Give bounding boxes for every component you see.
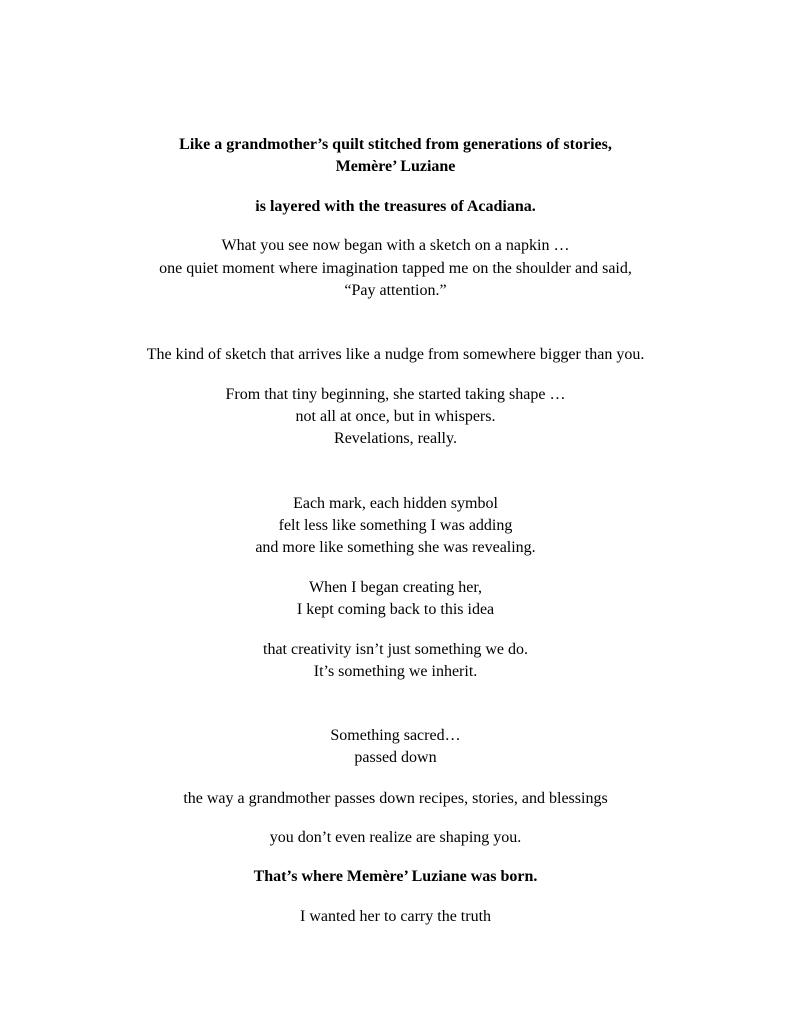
text-line: and more like something she was revealing. [255, 539, 536, 556]
emphasis-line: That’s where Memère’ Luziane was born. [253, 868, 538, 885]
text-line: one quiet moment where imagination tapped me on the shoulder and said, [159, 260, 632, 277]
title-line-2: Memère’ Luziane [335, 158, 456, 175]
text-line: What you see now began with a sketch on a napkin … [221, 237, 570, 254]
text-line: “Pay attention.” [344, 282, 447, 299]
text-line: Revelations, really. [334, 430, 457, 447]
title-line-3: is layered with the treasures of Acadiana. [255, 198, 536, 215]
text-line: Something sacred… [330, 727, 461, 744]
text-line: It’s something we inherit. [313, 663, 478, 680]
title-line-1: Like a grandmother’s quilt stitched from generations of stories, [179, 136, 612, 153]
text-line: The kind of sketch that arrives like a nudge from somewhere bigger than you. [146, 346, 645, 363]
text-line: you don’t even realize are shaping you. [269, 829, 522, 846]
text-line: that creativity isn’t just something we do. [263, 641, 528, 658]
text-line: the way a grandmother passes down recipes, stories, and blessings [183, 790, 608, 807]
text-line: not all at once, but in whispers. [295, 408, 496, 425]
text-line: I kept coming back to this idea [296, 601, 495, 618]
text-line: felt less like something I was adding [278, 517, 513, 534]
text-line: From that tiny beginning, she started taking shape … [225, 386, 566, 403]
text-line: When I began creating her, [308, 579, 483, 596]
text-line: Each mark, each hidden symbol [293, 495, 498, 512]
text-line: passed down [354, 749, 437, 766]
text-line: I wanted her to carry the truth [299, 908, 492, 925]
